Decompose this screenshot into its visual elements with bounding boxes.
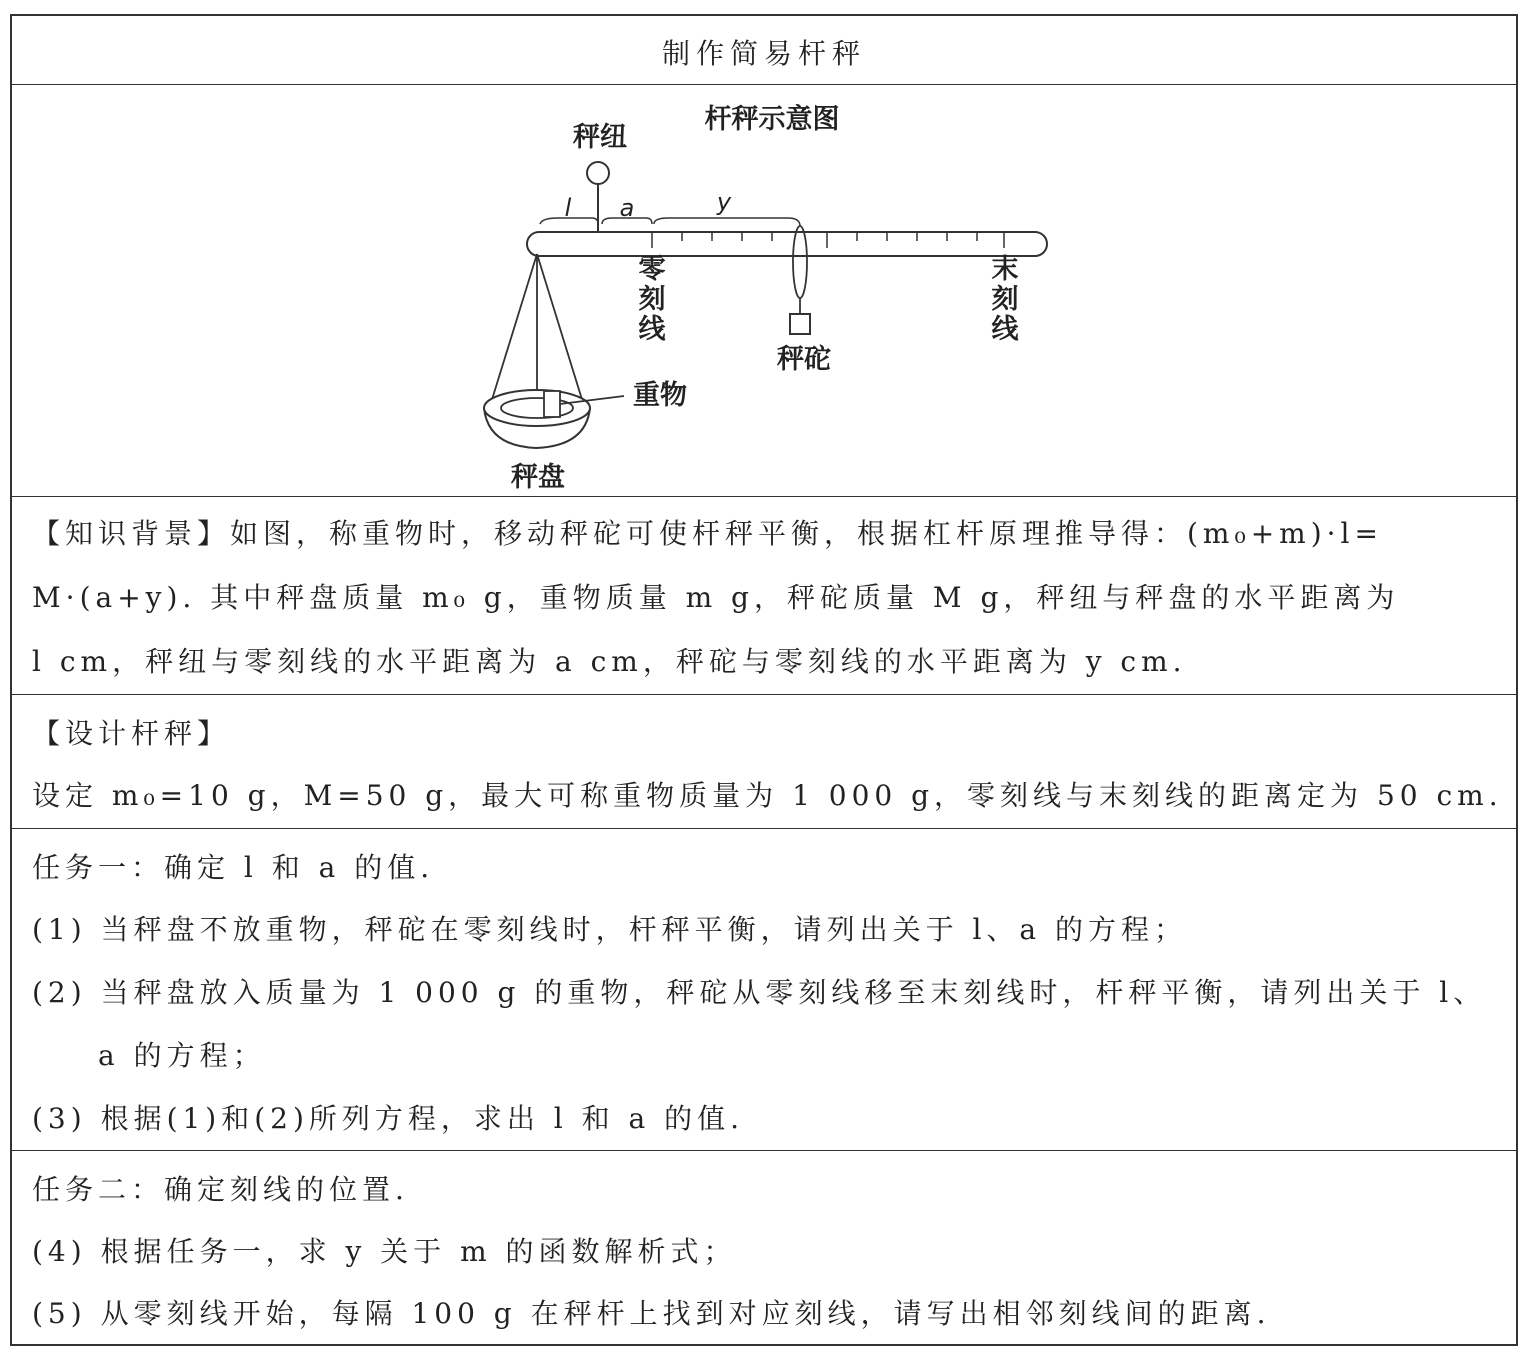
background-line-3: l cm，秤纽与零刻线的水平距离为 a cm，秤砣与零刻线的水平距离为 y cm. [32, 645, 1187, 678]
weight-object [544, 391, 560, 417]
diagram-caption: 杆秤示意图 [704, 104, 840, 135]
label-pan: 秤盘 [511, 462, 565, 493]
divider [12, 1150, 1516, 1151]
label-y: y [716, 188, 732, 216]
task2-heading: 任务二：确定刻线的位置. [32, 1173, 409, 1206]
task1-q2a: (2) 当秤盘放入质量为 1 000 g 的重物，秤砣从零刻线移至末刻线时，杆秤平衡，请列出关于 l、 [32, 976, 1487, 1009]
design-heading: 【设计杆秤】 [32, 717, 231, 750]
task2-q4: (4) 根据任务一，求 y 关于 m 的函数解析式； [32, 1235, 737, 1268]
label-a: a [619, 194, 635, 222]
divider [12, 84, 1516, 85]
label-end-line: 末刻线 [991, 254, 1019, 345]
divider [12, 694, 1516, 695]
task1-q1: (1) 当秤盘不放重物，秤砣在零刻线时，杆秤平衡，请列出关于 l、a 的方程； [32, 913, 1188, 946]
task1-q2b: a 的方程； [98, 1039, 266, 1072]
page-title: 制作简易杆秤 [661, 37, 866, 70]
background-line-1: 【知识背景】如图，称重物时，移动秤砣可使杆秤平衡，根据杠杆原理推导得：(m₀+m)·l= [32, 517, 1383, 550]
steelyard-rod [527, 232, 1047, 256]
label-weight: 重物 [633, 380, 687, 411]
knob-ring [587, 162, 609, 184]
divider [12, 496, 1516, 497]
label-l: l [564, 194, 572, 222]
steelyard-diagram [12, 86, 1520, 496]
label-niu: 秤纽 [573, 122, 627, 153]
counterweight [790, 314, 810, 334]
task1-q3: (3) 根据(1)和(2)所列方程，求出 l 和 a 的值. [32, 1102, 745, 1135]
problem-sheet [10, 14, 1518, 1346]
task1-heading: 任务一：确定 l 和 a 的值. [32, 851, 435, 884]
design-line: 设定 m₀=10 g，M=50 g，最大可称重物质量为 1 000 g，零刻线与末刻线的距离定为 50 cm. [32, 779, 1503, 812]
divider [12, 828, 1516, 829]
background-line-2: M·(a+y). 其中秤盘质量 m₀ g，重物质量 m g，秤砣质量 M g，秤纽与秤盘的水平距离为 [32, 581, 1400, 614]
label-zero-line: 零刻线 [638, 254, 666, 345]
label-tuo: 秤砣 [777, 344, 831, 375]
task2-q5: (5) 从零刻线开始，每隔 100 g 在秤杆上找到对应刻线，请写出相邻刻线间的距离. [32, 1297, 1271, 1330]
